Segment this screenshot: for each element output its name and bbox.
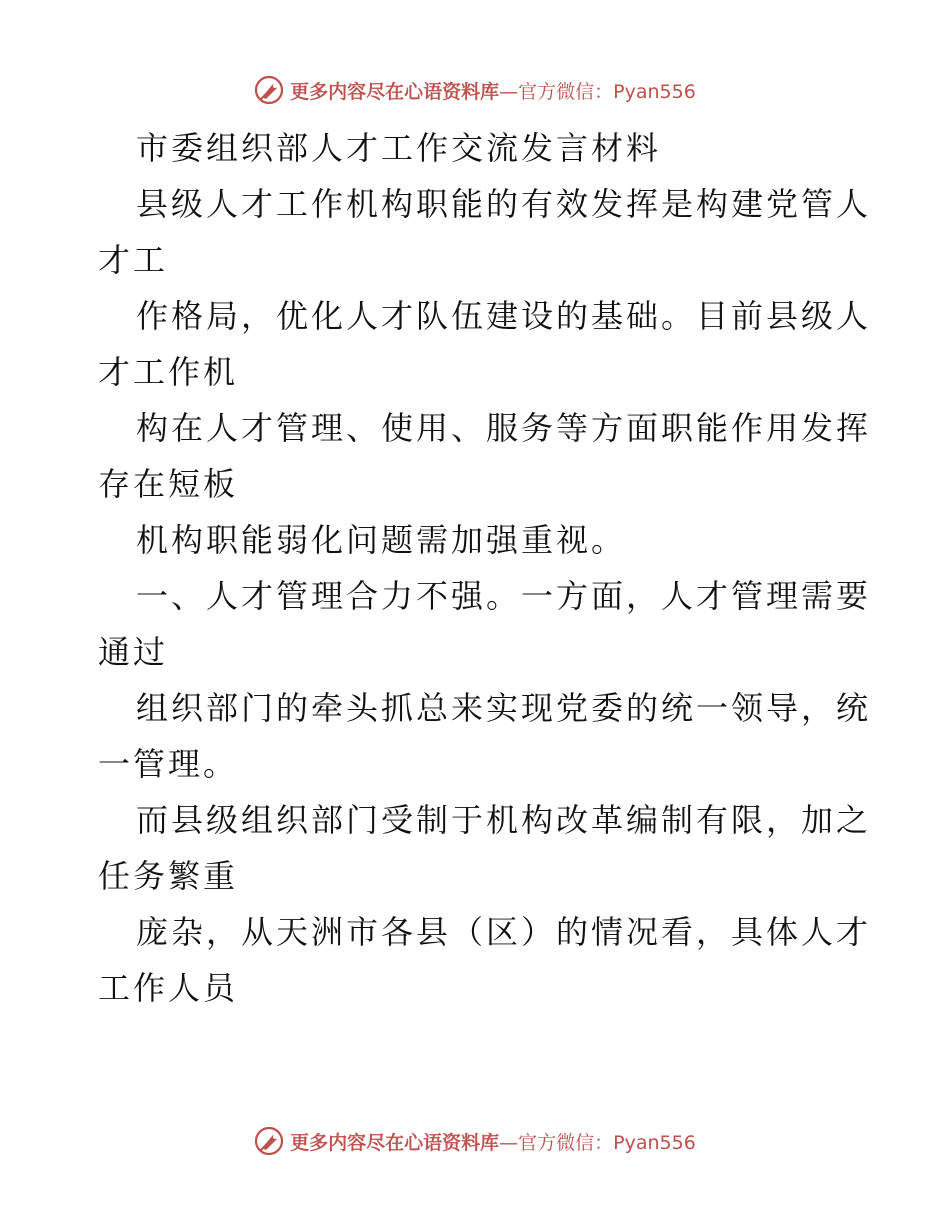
text-line: 才工作机 — [98, 353, 239, 391]
document-title: 市委组织部人才工作交流发言材料 — [136, 129, 662, 167]
text-line: 而县级组织部门受制于机构改革编制有限，加之 — [136, 801, 872, 839]
text-line: 机构职能弱化问题需加强重视。 — [136, 521, 627, 559]
section-heading-line: 一、人才管理合力不强。一方面，人才管理需要 — [136, 577, 872, 615]
text-line: 任务繁重 — [98, 857, 239, 895]
text-line: 县级人才工作机构职能的有效发挥是构建党管人 — [136, 185, 872, 223]
banner-wechat-text: —官方微信：Pyan556 — [499, 80, 696, 103]
text-line: 作格局，优化人才队伍建设的基础。目前县级人 — [136, 297, 872, 335]
header-banner — [0, 70, 950, 110]
text-line: 工作人员 — [98, 969, 239, 1007]
pen-nib-logo-icon — [254, 1126, 284, 1156]
banner-main-text: 更多内容尽在心语资料库 — [290, 80, 500, 103]
text-line: 构在人才管理、使用、服务等方面职能作用发挥 — [136, 409, 872, 447]
text-line: 才工 — [98, 241, 169, 279]
footer-banner — [0, 1121, 950, 1161]
text-line: 组织部门的牵头抓总来实现党委的统一领导，统 — [136, 689, 872, 727]
text-line: 通过 — [98, 633, 169, 671]
pen-nib-logo-icon — [254, 75, 284, 105]
document-body — [98, 120, 872, 1016]
text-line: 庞杂，从天洲市各县（区）的情况看，具体人才 — [136, 913, 872, 951]
text-line: 存在短板 — [98, 465, 239, 503]
text-line: 一管理。 — [98, 745, 239, 783]
banner-wechat-text: —官方微信：Pyan556 — [499, 1131, 696, 1154]
banner-main-text: 更多内容尽在心语资料库 — [290, 1131, 500, 1154]
